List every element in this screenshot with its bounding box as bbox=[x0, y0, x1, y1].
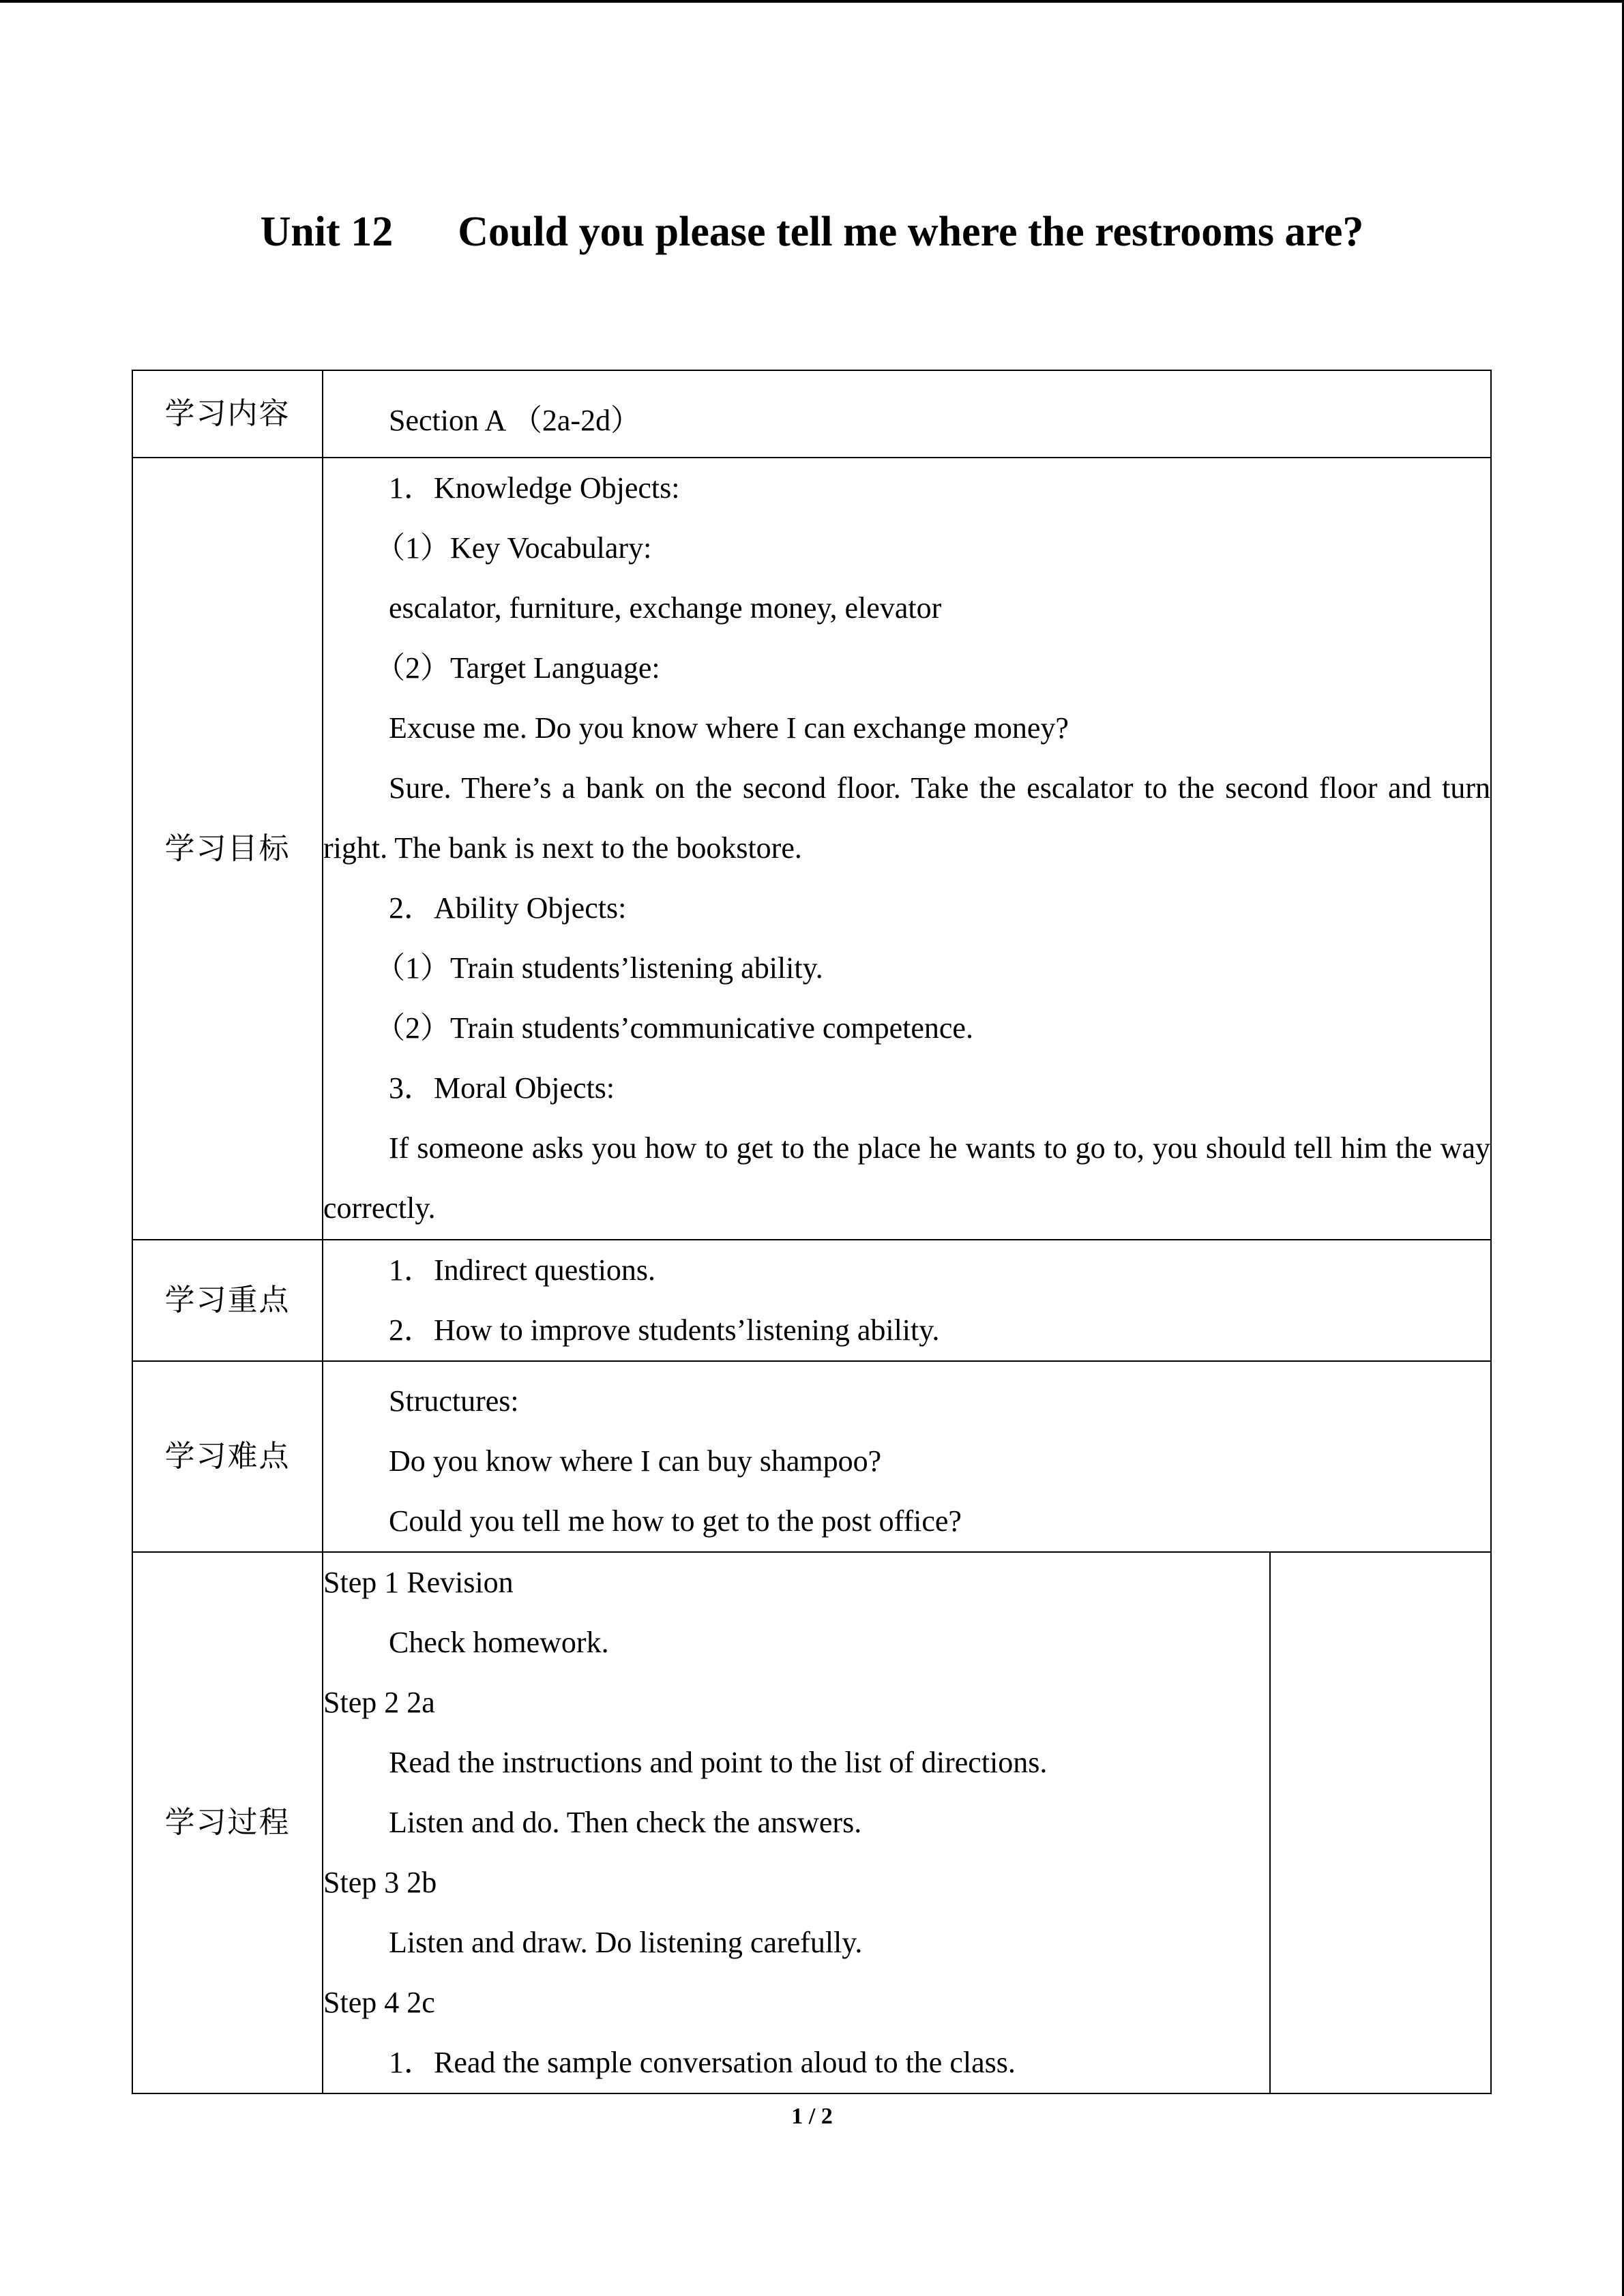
vocab-heading: （1）Key Vocabulary: bbox=[375, 531, 652, 565]
title-unit: Unit 12 bbox=[260, 209, 394, 255]
cell-objectives bbox=[323, 458, 1491, 1240]
step-3-heading: Step 3 2b bbox=[323, 1866, 437, 1899]
moral-text bbox=[323, 1118, 1490, 1238]
document-title bbox=[0, 208, 1624, 256]
difficulty-2: Do you know where I can buy shampoo? bbox=[389, 1444, 882, 1478]
row-objectives bbox=[132, 458, 1491, 1240]
cell-difficulties bbox=[323, 1361, 1491, 1552]
label-content: 学习内容 bbox=[132, 370, 323, 458]
row-key-points bbox=[132, 1240, 1491, 1361]
target-question: Excuse me. Do you know where I can exchange money? bbox=[389, 711, 1069, 745]
step-1-line: Check homework. bbox=[389, 1626, 609, 1659]
label-key-points: 学习重点 bbox=[132, 1240, 323, 1361]
step-3-line: Listen and draw. Do listening carefully. bbox=[389, 1926, 863, 1959]
ability-item-2: （2）Train students’communicative competence. bbox=[375, 1011, 973, 1045]
label-process: 学习过程 bbox=[132, 1552, 323, 2093]
vocab-list: escalator, furniture, exchange money, elevator bbox=[389, 591, 942, 625]
cell-content bbox=[323, 370, 1491, 458]
difficulty-3: Could you tell me how to get to the post office? bbox=[389, 1504, 962, 1538]
cell-key-points bbox=[323, 1240, 1491, 1361]
row-content bbox=[132, 370, 1491, 458]
key-point-2: 2．How to improve students’listening ability. bbox=[389, 1313, 940, 1347]
label-objectives: 学习目标 bbox=[132, 458, 323, 1240]
moral-heading: 3．Moral Objects: bbox=[389, 1071, 615, 1105]
difficulty-1: Structures: bbox=[389, 1384, 519, 1418]
target-answer bbox=[323, 758, 1490, 878]
step-2-heading: Step 2 2a bbox=[323, 1686, 435, 1719]
row-difficulties bbox=[132, 1361, 1491, 1552]
step-2-line-2: Listen and do. Then check the answers. bbox=[389, 1806, 862, 1839]
step-4-heading: Step 4 2c bbox=[323, 1986, 435, 2019]
target-answer-text: Sure. There’s a bank on the second floor. Take the escalator to the second floor and turn right. The bank is next to the bookstore. bbox=[323, 771, 1490, 865]
step-4-line: 1．Read the sample conversation aloud to the class. bbox=[389, 2046, 1016, 2079]
ability-heading: 2．Ability Objects: bbox=[389, 891, 627, 925]
label-difficulties: 学习难点 bbox=[132, 1361, 323, 1552]
lesson-plan-table bbox=[132, 370, 1492, 2094]
knowledge-heading: 1．Knowledge Objects: bbox=[389, 471, 680, 505]
moral-text-body: If someone asks you how to get to the place he wants to go to, you should tell him the way correctly. bbox=[323, 1131, 1490, 1225]
step-1-heading: Step 1 Revision bbox=[323, 1566, 514, 1599]
page-number: 1 / 2 bbox=[791, 2104, 833, 2129]
key-point-1: 1．Indirect questions. bbox=[389, 1253, 656, 1287]
ability-item-1: （1）Train students’listening ability. bbox=[375, 951, 823, 985]
section-text: Section A （2a-2d） bbox=[389, 404, 641, 437]
row-process bbox=[132, 1552, 1491, 2093]
step-2-line-1: Read the instructions and point to the list of directions. bbox=[389, 1746, 1048, 1779]
process-steps bbox=[323, 1553, 1270, 2093]
process-notes-column bbox=[1270, 1553, 1490, 2093]
cell-process bbox=[323, 1552, 1491, 2093]
target-heading: （2）Target Language: bbox=[375, 651, 660, 685]
title-question: Could you please tell me where the restrooms are? bbox=[458, 209, 1364, 255]
page-top-rule bbox=[0, 0, 1624, 3]
process-inner-table bbox=[323, 1553, 1490, 2093]
